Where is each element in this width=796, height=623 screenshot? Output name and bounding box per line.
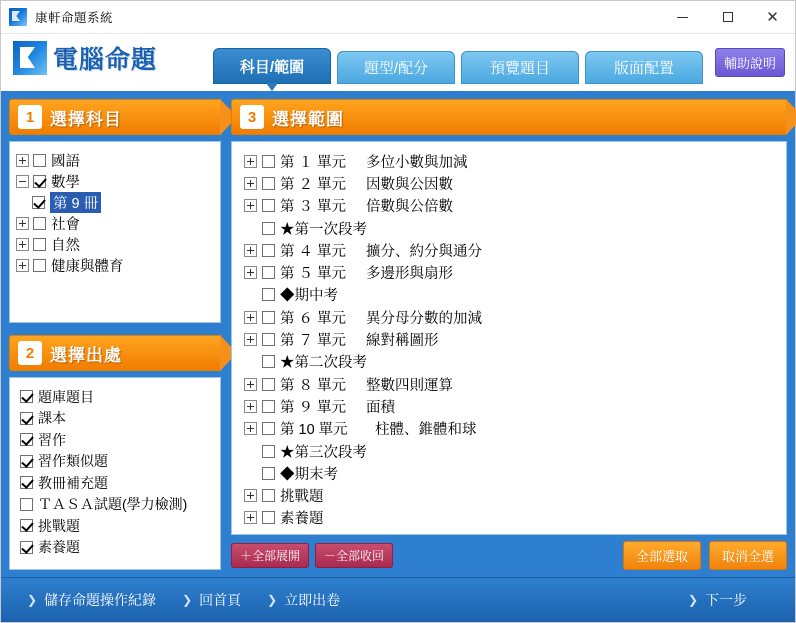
range-item-name: 倍數與公倍數 [366,199,453,216]
range-item-name: 多邊形與扇形 [366,266,453,283]
checkbox[interactable] [33,238,46,251]
expand-plus-icon[interactable] [244,511,257,524]
tree-item-social[interactable] [16,213,214,234]
section-number-2: 2 [18,341,42,365]
checkbox[interactable] [20,541,33,554]
expand-plus-icon[interactable] [16,217,29,230]
range-item-unit: 第 ２ 單元 [280,176,347,193]
checkbox[interactable] [262,489,275,502]
close-button[interactable] [750,1,795,33]
range-item-unit-5[interactable] [238,261,780,283]
range-item-literacy[interactable] [238,507,780,529]
checkbox[interactable] [262,266,275,279]
range-item-unit: 第 ７ 單元 [280,333,347,350]
range-item-unit: 第 １ 單元 [280,154,347,171]
range-item-name: 多位小數與加減 [366,154,468,171]
close-icon: ✕ [766,8,779,26]
checkbox[interactable] [33,217,46,230]
tab-layout[interactable]: 版面配置 [585,51,703,84]
expand-plus-icon[interactable] [244,489,257,502]
checkbox[interactable] [262,422,275,435]
range-item-unit: 素養題 [280,511,324,528]
main-content [1,91,795,578]
chevron-right-icon: ❯ [267,593,278,607]
checkbox[interactable] [32,196,45,209]
range-item-unit-8[interactable] [238,373,780,395]
checkbox[interactable] [262,378,275,391]
tree-item-volume-9[interactable] [16,192,214,213]
chevron-right-icon: ❯ [27,593,38,607]
checkbox[interactable] [20,433,33,446]
source-item-workbook-similar[interactable] [16,451,214,473]
range-item-exam-2[interactable] [238,351,780,373]
range-item-unit: ★第一次段考 [280,221,367,238]
footer-next-button[interactable] [688,590,747,610]
tab-subject-range[interactable]: 科目/範圍 [213,48,331,84]
range-item-name: 擴分、約分與通分 [366,243,482,260]
section-title-range: 選擇範圍 [272,109,344,129]
brand [13,40,157,76]
range-item-unit: ◆期末考 [280,466,338,483]
collapse-minus-icon[interactable] [16,175,29,188]
tree-item-health-pe[interactable] [16,255,214,276]
app-header [1,34,795,92]
expand-plus-icon[interactable] [244,333,257,346]
range-list [232,142,786,535]
expand-all-button[interactable]: ＋全部展開 [231,543,309,568]
tree-item-science[interactable] [16,234,214,255]
footer-item-label: 立即出卷 [284,592,341,608]
expand-plus-icon[interactable] [244,177,257,190]
tree-item-label: 數學 [51,175,80,191]
deselect-all-button[interactable]: 取消全選 [709,541,787,570]
source-list-panel[interactable] [9,377,221,570]
source-item-label: ＴＡＳＡ試題(學力檢測) [38,496,188,513]
expand-plus-icon[interactable] [244,400,257,413]
footer-bar [1,577,795,622]
range-item-name: 面積 [366,399,395,416]
left-column [9,99,221,570]
minimize-icon [677,17,688,18]
checkbox[interactable] [33,154,46,167]
range-item-unit: 第 ９ 單元 [280,399,347,416]
source-item-question-bank[interactable] [16,386,214,408]
range-action-bar [231,541,787,570]
checkbox[interactable] [20,498,33,511]
section-header-range [231,99,787,135]
source-item-label: 習作類似題 [38,453,108,470]
source-list [10,378,220,566]
source-item-label: 題庫題目 [38,388,94,405]
range-item-unit: 第 ５ 單元 [280,266,347,283]
source-item-label: 素養題 [38,539,80,556]
checkbox[interactable] [262,155,275,168]
checkbox[interactable] [33,175,46,188]
chevron-right-icon: ❯ [182,593,193,607]
range-item-unit: 第 ６ 單元 [280,310,347,327]
help-button[interactable]: 輔助說明 [715,48,785,77]
expand-plus-icon[interactable] [244,244,257,257]
tree-item-chinese[interactable] [16,150,214,171]
section-title-subject: 選擇科目 [50,109,122,129]
range-item-exam-1[interactable] [238,217,780,239]
range-item-unit: ★第二次段考 [280,355,367,372]
select-all-button[interactable]: 全部選取 [623,541,701,570]
range-item-unit: 第 10 單元 [280,422,348,439]
range-item-unit: 挑戰題 [280,489,324,506]
expand-plus-icon[interactable] [244,155,257,168]
tree-item-label: 健康與體育 [51,259,124,275]
range-item-unit: 第 ４ 單元 [280,243,347,260]
range-item-unit-6[interactable] [238,306,780,328]
checkbox[interactable] [20,390,33,403]
range-item-unit-2[interactable] [238,172,780,194]
expand-plus-icon[interactable] [16,238,29,251]
expand-plus-icon[interactable] [16,154,29,167]
checkbox[interactable] [262,222,275,235]
checkbox[interactable] [33,259,46,272]
checkbox[interactable] [20,412,33,425]
section-number-1: 1 [18,105,42,129]
maximize-button[interactable] [705,1,750,33]
section-number-3: 3 [240,105,264,129]
checkbox[interactable] [262,333,275,346]
subject-tree-panel[interactable] [9,141,221,323]
checkbox[interactable] [20,455,33,468]
range-item-name: 整數四則運算 [366,377,453,394]
expand-plus-icon[interactable] [244,266,257,279]
subject-tree [10,142,220,284]
section-header-source [9,335,221,371]
minimize-button[interactable] [660,1,705,33]
range-item-final-exam[interactable] [238,462,780,484]
source-item-textbook[interactable] [16,408,214,430]
range-item-unit-3[interactable] [238,195,780,217]
source-item-workbook[interactable] [16,429,214,451]
footer-item-label: 儲存命題操作紀錄 [44,592,157,608]
expand-plus-icon[interactable] [16,259,29,272]
window-title: 康軒命題系統 [35,11,114,25]
expand-plus-icon[interactable] [244,422,257,435]
checkbox[interactable] [262,199,275,212]
expand-plus-icon[interactable] [244,311,257,324]
source-item-teacher-supplement[interactable] [16,472,214,494]
checkbox[interactable] [262,355,275,368]
checkbox[interactable] [262,511,275,524]
checkbox[interactable] [262,177,275,190]
checkbox[interactable] [262,467,275,480]
title-bar [1,1,795,34]
tab-preview[interactable]: 預覽題目 [461,51,579,84]
footer-home-button[interactable] [182,590,241,610]
checkbox[interactable] [262,288,275,301]
range-item-midterm[interactable] [238,284,780,306]
range-list-panel[interactable] [231,141,787,535]
brand-title: 電腦命題 [53,46,158,74]
range-item-challenge[interactable] [238,484,780,506]
checkbox[interactable] [262,445,275,458]
checkbox[interactable] [262,311,275,324]
source-item-literacy[interactable] [16,537,214,559]
tree-item-math[interactable] [16,171,214,192]
range-item-exam-3[interactable] [238,440,780,462]
range-item-unit-1[interactable] [238,150,780,172]
footer-item-label: 下一步 [705,592,747,608]
range-item-unit-10[interactable] [238,418,780,440]
checkbox[interactable] [20,476,33,489]
expand-plus-icon[interactable] [244,378,257,391]
range-item-unit: ◆期中考 [280,288,338,305]
range-item-name: 線對稱圖形 [366,333,439,350]
tree-item-label: 國語 [51,154,80,170]
window-controls [660,1,795,33]
brand-logo-icon [13,41,47,75]
source-item-challenge[interactable] [16,515,214,537]
checkbox[interactable] [262,400,275,413]
footer-item-label: 回首頁 [199,592,242,608]
chevron-right-icon: ❯ [687,593,698,607]
collapse-all-button[interactable]: －全部收回 [315,543,393,568]
range-item-unit: 第 ３ 單元 [280,199,347,216]
source-item-label: 課本 [38,410,66,427]
source-item-label: 習作 [38,431,66,448]
tab-bar [213,48,709,84]
checkbox[interactable] [262,244,275,257]
tree-item-label: 社會 [51,217,80,233]
range-item-name: 柱體、錐體和球 [375,422,477,439]
range-item-unit-9[interactable] [238,395,780,417]
tab-question-type[interactable]: 題型/配分 [337,51,455,84]
tree-item-label: 自然 [51,238,80,254]
right-column [231,99,787,570]
footer-make-paper-button[interactable] [267,590,340,610]
range-item-name: 因數與公因數 [366,176,453,193]
app-icon [9,8,27,26]
expand-plus-icon[interactable] [244,199,257,212]
section-title-source: 選擇出處 [50,345,122,365]
range-item-unit: ★第三次段考 [280,444,367,461]
tree-item-label: 第 9 冊 [50,192,101,213]
range-item-unit-4[interactable] [238,239,780,261]
source-item-tasa[interactable] [16,494,214,516]
footer-save-log-button[interactable] [27,590,156,610]
range-item-name: 異分母分數的加減 [366,310,482,327]
range-item-unit-7[interactable] [238,328,780,350]
source-item-label: 挑戰題 [38,517,80,534]
maximize-icon [723,12,733,22]
source-item-label: 教冊補充題 [38,474,108,491]
range-item-unit: 第 ８ 單元 [280,377,347,394]
section-header-subject [9,99,221,135]
checkbox[interactable] [20,519,33,532]
